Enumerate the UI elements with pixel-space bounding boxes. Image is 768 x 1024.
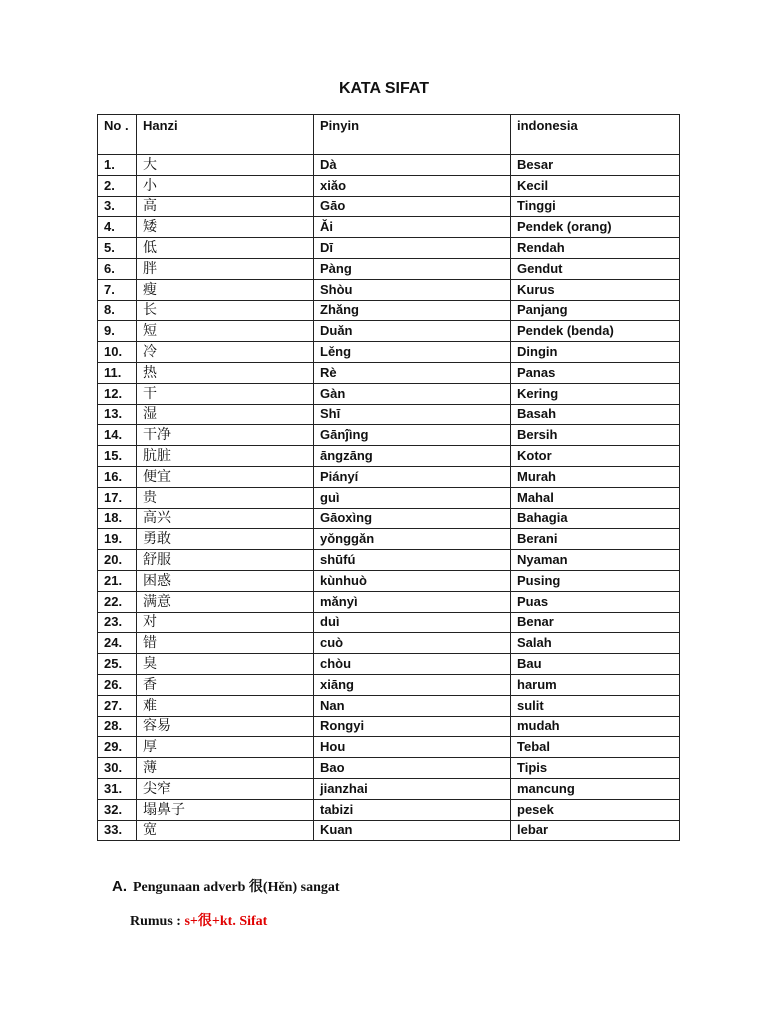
table-row <box>98 508 680 529</box>
cell-indonesia: Kecil <box>511 175 680 196</box>
section-text: Pengunaan adverb 很(Hěn) sangat <box>133 880 340 895</box>
cell-no: 17. <box>98 487 137 508</box>
cell-indonesia: Puas <box>511 591 680 612</box>
cell-hanzi: 舒服 <box>137 550 314 571</box>
cell-hanzi: 难 <box>137 695 314 716</box>
cell-indonesia: harum <box>511 674 680 695</box>
cell-hanzi: 容易 <box>137 716 314 737</box>
cell-hanzi: 高 <box>137 196 314 217</box>
table-row <box>98 487 680 508</box>
cell-pinyin: Ǎi <box>314 217 511 238</box>
cell-pinyin: jianzhai <box>314 778 511 799</box>
cell-hanzi: 错 <box>137 633 314 654</box>
table-row <box>98 799 680 820</box>
cell-indonesia: Mahal <box>511 487 680 508</box>
cell-indonesia: Tinggi <box>511 196 680 217</box>
cell-hanzi: 满意 <box>137 591 314 612</box>
cell-hanzi: 瘦 <box>137 279 314 300</box>
cell-no: 16. <box>98 466 137 487</box>
cell-pinyin: Hou <box>314 737 511 758</box>
cell-no: 27. <box>98 695 137 716</box>
table-row <box>98 570 680 591</box>
page-title: KATA SIFAT <box>338 80 430 97</box>
cell-hanzi: 薄 <box>137 758 314 779</box>
table-row <box>98 196 680 217</box>
cell-pinyin: Gāo <box>314 196 511 217</box>
cell-pinyin: cuò <box>314 633 511 654</box>
cell-no: 23. <box>98 612 137 633</box>
cell-no: 5. <box>98 238 137 259</box>
table-row <box>98 155 680 176</box>
cell-pinyin: chòu <box>314 654 511 675</box>
cell-no: 20. <box>98 550 137 571</box>
table-row <box>98 217 680 238</box>
cell-indonesia: Basah <box>511 404 680 425</box>
cell-hanzi: 低 <box>137 238 314 259</box>
table-row <box>98 404 680 425</box>
cell-pinyin: Rongyi <box>314 716 511 737</box>
cell-no: 33. <box>98 820 137 841</box>
cell-indonesia: Gendut <box>511 258 680 279</box>
cell-no: 9. <box>98 321 137 342</box>
cell-hanzi: 厚 <box>137 737 314 758</box>
cell-indonesia: Benar <box>511 612 680 633</box>
table-row <box>98 778 680 799</box>
table-row <box>98 550 680 571</box>
cell-pinyin: shūfú <box>314 550 511 571</box>
cell-indonesia: Panjang <box>511 300 680 321</box>
cell-no: 15. <box>98 446 137 467</box>
table-row <box>98 633 680 654</box>
section-letter: A. <box>112 878 127 895</box>
cell-indonesia: Panas <box>511 362 680 383</box>
cell-hanzi: 臭 <box>137 654 314 675</box>
table-row <box>98 737 680 758</box>
cell-indonesia: Tipis <box>511 758 680 779</box>
cell-pinyin: Lěng <box>314 342 511 363</box>
section-a-heading <box>112 876 340 896</box>
cell-hanzi: 贵 <box>137 487 314 508</box>
cell-indonesia: Bahagia <box>511 508 680 529</box>
cell-hanzi: 便宜 <box>137 466 314 487</box>
cell-hanzi: 对 <box>137 612 314 633</box>
cell-pinyin: tabizi <box>314 799 511 820</box>
cell-hanzi: 冷 <box>137 342 314 363</box>
cell-indonesia: Bau <box>511 654 680 675</box>
cell-indonesia: Berani <box>511 529 680 550</box>
cell-no: 32. <box>98 799 137 820</box>
cell-no: 24. <box>98 633 137 654</box>
table-row <box>98 674 680 695</box>
cell-hanzi: 长 <box>137 300 314 321</box>
table-row <box>98 175 680 196</box>
cell-pinyin: xiāng <box>314 674 511 695</box>
cell-no: 29. <box>98 737 137 758</box>
cell-no: 14. <box>98 425 137 446</box>
cell-indonesia: Bersih <box>511 425 680 446</box>
cell-pinyin: Nan <box>314 695 511 716</box>
cell-hanzi: 短 <box>137 321 314 342</box>
cell-pinyin: Dà <box>314 155 511 176</box>
table-row <box>98 321 680 342</box>
header-indonesia: indonesia <box>511 115 680 155</box>
cell-indonesia: Nyaman <box>511 550 680 571</box>
cell-hanzi: 矮 <box>137 217 314 238</box>
table-row <box>98 300 680 321</box>
table-row <box>98 758 680 779</box>
cell-indonesia: Kotor <box>511 446 680 467</box>
table-row <box>98 695 680 716</box>
table-row <box>98 279 680 300</box>
table-row <box>98 612 680 633</box>
header-no: No . <box>98 115 137 155</box>
cell-hanzi: 小 <box>137 175 314 196</box>
cell-indonesia: Salah <box>511 633 680 654</box>
cell-pinyin: Piányí <box>314 466 511 487</box>
cell-pinyin: Duǎn <box>314 321 511 342</box>
cell-hanzi: 胖 <box>137 258 314 279</box>
cell-no: 1. <box>98 155 137 176</box>
table-row <box>98 446 680 467</box>
table-row <box>98 383 680 404</box>
rumus-label: Rumus : <box>130 914 181 929</box>
cell-no: 6. <box>98 258 137 279</box>
cell-indonesia: sulit <box>511 695 680 716</box>
cell-no: 4. <box>98 217 137 238</box>
rumus-formula: s+很+kt. Sifat <box>184 914 268 929</box>
cell-no: 3. <box>98 196 137 217</box>
cell-pinyin: mǎnyì <box>314 591 511 612</box>
cell-no: 19. <box>98 529 137 550</box>
cell-no: 8. <box>98 300 137 321</box>
table-row <box>98 258 680 279</box>
cell-hanzi: 干净 <box>137 425 314 446</box>
cell-pinyin: Gāoxìng <box>314 508 511 529</box>
table-row <box>98 342 680 363</box>
header-hanzi: Hanzi <box>137 115 314 155</box>
cell-hanzi: 宽 <box>137 820 314 841</box>
cell-pinyin: Pàng <box>314 258 511 279</box>
cell-indonesia: Pendek (orang) <box>511 217 680 238</box>
cell-pinyin: xiǎo <box>314 175 511 196</box>
table-row <box>98 591 680 612</box>
cell-indonesia: Kering <box>511 383 680 404</box>
cell-no: 28. <box>98 716 137 737</box>
cell-no: 21. <box>98 570 137 591</box>
cell-pinyin: Gānĵìng <box>314 425 511 446</box>
table-body <box>98 155 680 841</box>
cell-hanzi: 大 <box>137 155 314 176</box>
table-row <box>98 238 680 259</box>
rumus-line <box>130 910 267 930</box>
cell-no: 18. <box>98 508 137 529</box>
cell-pinyin: guì <box>314 487 511 508</box>
vocabulary-table <box>97 114 680 841</box>
cell-pinyin: Kuan <box>314 820 511 841</box>
header-pinyin: Pinyin <box>314 115 511 155</box>
cell-hanzi: 塌鼻子 <box>137 799 314 820</box>
cell-no: 2. <box>98 175 137 196</box>
table-row <box>98 466 680 487</box>
cell-hanzi: 湿 <box>137 404 314 425</box>
cell-indonesia: Rendah <box>511 238 680 259</box>
cell-pinyin: Dī <box>314 238 511 259</box>
cell-indonesia: mancung <box>511 778 680 799</box>
cell-no: 11. <box>98 362 137 383</box>
cell-pinyin: Zhǎng <box>314 300 511 321</box>
cell-no: 12. <box>98 383 137 404</box>
cell-pinyin: Gàn <box>314 383 511 404</box>
cell-no: 22. <box>98 591 137 612</box>
cell-indonesia: lebar <box>511 820 680 841</box>
cell-pinyin: Bao <box>314 758 511 779</box>
cell-pinyin: āngzāng <box>314 446 511 467</box>
cell-hanzi: 肮脏 <box>137 446 314 467</box>
table-row <box>98 362 680 383</box>
cell-no: 25. <box>98 654 137 675</box>
cell-hanzi: 香 <box>137 674 314 695</box>
cell-indonesia: pesek <box>511 799 680 820</box>
cell-pinyin: yǒnggǎn <box>314 529 511 550</box>
cell-indonesia: Murah <box>511 466 680 487</box>
table-row <box>98 820 680 841</box>
cell-indonesia: Pusing <box>511 570 680 591</box>
cell-pinyin: kùnhuò <box>314 570 511 591</box>
cell-indonesia: Dingin <box>511 342 680 363</box>
table-row <box>98 425 680 446</box>
cell-hanzi: 困惑 <box>137 570 314 591</box>
cell-indonesia: mudah <box>511 716 680 737</box>
cell-hanzi: 热 <box>137 362 314 383</box>
cell-pinyin: Shī <box>314 404 511 425</box>
cell-no: 26. <box>98 674 137 695</box>
cell-no: 10. <box>98 342 137 363</box>
cell-no: 7. <box>98 279 137 300</box>
table-header-row <box>98 115 680 155</box>
cell-hanzi: 勇敢 <box>137 529 314 550</box>
table-row <box>98 529 680 550</box>
cell-pinyin: Shòu <box>314 279 511 300</box>
cell-pinyin: Rè <box>314 362 511 383</box>
cell-no: 30. <box>98 758 137 779</box>
cell-hanzi: 干 <box>137 383 314 404</box>
cell-no: 13. <box>98 404 137 425</box>
cell-indonesia: Pendek (benda) <box>511 321 680 342</box>
cell-indonesia: Besar <box>511 155 680 176</box>
cell-indonesia: Kurus <box>511 279 680 300</box>
table-row <box>98 654 680 675</box>
cell-no: 31. <box>98 778 137 799</box>
cell-hanzi: 尖窄 <box>137 778 314 799</box>
cell-pinyin: duì <box>314 612 511 633</box>
cell-indonesia: Tebal <box>511 737 680 758</box>
table-row <box>98 716 680 737</box>
cell-hanzi: 高兴 <box>137 508 314 529</box>
